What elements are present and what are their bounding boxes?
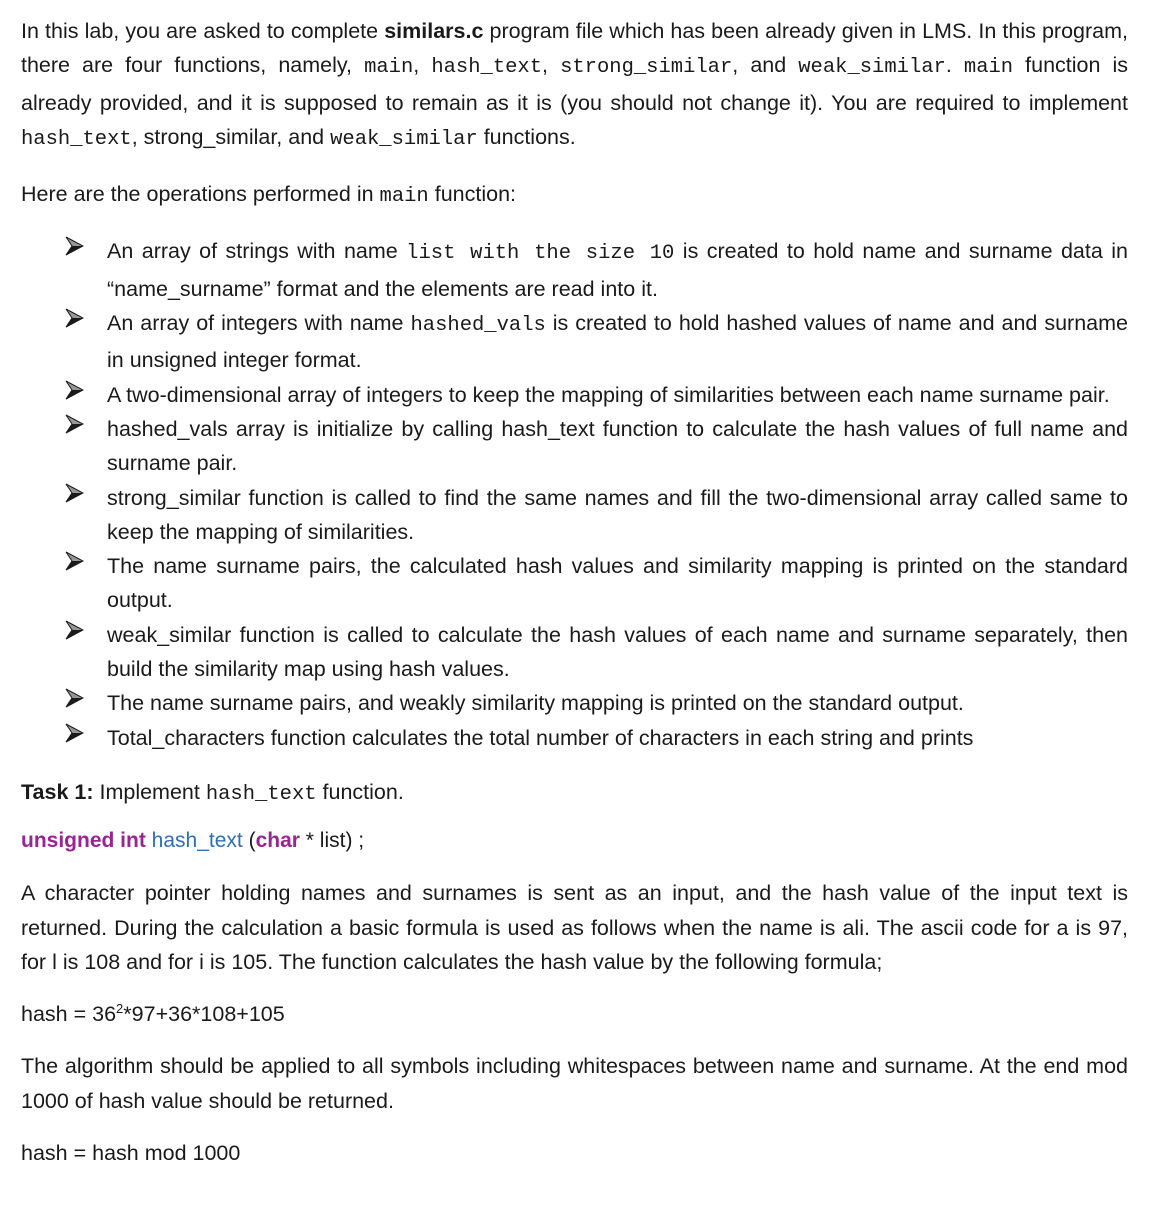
list-item: [21, 686, 1128, 720]
list-item: [21, 306, 1128, 378]
list-item: [21, 412, 1128, 481]
code-main: main: [364, 56, 414, 80]
lead-text: function:: [428, 182, 516, 207]
arrow-bullet-icon: [64, 723, 84, 743]
code-list-size: list with the size 10: [406, 242, 675, 266]
formula-exponent: 2: [116, 1000, 124, 1016]
code-weak-similar: weak_similar: [798, 56, 946, 80]
arrow-bullet-icon: [64, 308, 84, 328]
intro-text: .: [945, 53, 964, 78]
whitespace-note: The algorithm should be applied to all symbols including whitespaces between name and surname. At the end mod 1000 of hash value should be returned.: [21, 1054, 1128, 1113]
list-item-text: is created to hold hashed values of name and and surname in unsigned integer format.: [107, 311, 1128, 373]
list-item-text: is created to hold name and surname data in “name_surname” format and the elements are read into it.: [107, 239, 1128, 301]
arrow-bullet-icon: [64, 414, 84, 434]
code-main: main: [379, 185, 429, 209]
list-item-text: strong_similar function is called to find the same names and fill the two-dimensional array called same to keep the mapping of similarities.: [107, 485, 1128, 544]
list-item: [21, 549, 1128, 618]
document-body: [21, 14, 1128, 1170]
formula-lhs: hash =: [21, 1002, 93, 1027]
code-hash-text: hash_text: [21, 127, 132, 151]
intro-text: functions.: [477, 124, 576, 149]
list-item: [21, 378, 1128, 412]
operations-lead: [21, 177, 1128, 214]
list-item: [21, 234, 1128, 306]
code-hash-text: hash_text: [205, 782, 317, 806]
list-item-text: An array of integers with name: [107, 311, 411, 336]
formula-rest: *97+36*108+105: [123, 1002, 285, 1027]
arrow-bullet-icon: [64, 688, 84, 708]
formula-base: 36: [92, 1002, 117, 1027]
signature-function-name: hash_text: [151, 829, 243, 853]
list-item: [21, 721, 1128, 755]
signature-return-type: unsigned int: [21, 829, 146, 853]
arrow-bullet-icon: [64, 380, 84, 400]
list-item-text: hashed_vals array is initialize by calling hash_text function to calculate the hash values of full name and surname pair.: [107, 416, 1128, 476]
code-hashed-vals: hashed_vals: [410, 314, 546, 338]
arrow-bullet-icon: [64, 620, 84, 640]
intro-text: , strong_similar, and: [131, 124, 331, 149]
list-item-text: Total_characters function calculates the total number of characters in each string and prints: [107, 725, 974, 750]
intro-text: function is already provided, and it is supposed to remain as it is (you should not change it). You are required to implement: [21, 53, 1129, 115]
intro-paragraph: [21, 14, 1128, 157]
function-signature: [21, 824, 1128, 858]
hash-formula: [21, 997, 1128, 1031]
arrow-bullet-icon: [64, 236, 84, 256]
task-label: Task 1:: [21, 779, 94, 804]
code-strong-similar: strong_similar: [560, 56, 733, 80]
arrow-bullet-icon: [64, 483, 84, 503]
list-item-text: weak_similar function is called to calculate the hash values of each name and surname separately, then build the similarity map using hash values.: [107, 622, 1128, 682]
list-item-text: The name surname pairs, the calculated hash values and similarity mapping is printed on the standard output.: [107, 554, 1128, 613]
intro-text: In this lab, you are asked to complete: [21, 19, 385, 43]
intro-text: , and: [732, 53, 799, 78]
signature-param-type: char: [255, 829, 300, 853]
mod-line: hash = hash mod 1000: [21, 1141, 241, 1166]
code-weak-similar: weak_similar: [330, 127, 478, 151]
code-hash-text: hash_text: [431, 56, 543, 80]
description-paragraph: A character pointer holding names and surnames is sent as an input, and the hash value of the input text is returned. During the calculation a basic formula is used as follows when the name is ali. The ascii code for a is 97, for l is 108 and for i is 105. The function calculates the hash value by the following formula;: [21, 881, 1128, 974]
list-item: [21, 481, 1128, 550]
list-item-text: An array of strings with name: [107, 239, 407, 264]
task-heading: [21, 775, 1128, 812]
list-item: [21, 618, 1128, 687]
intro-file-name: similars.c: [384, 19, 484, 43]
intro-text: ,: [542, 53, 561, 78]
list-item-text: The name surname pairs, and weakly similarity mapping is printed on the standard output.: [107, 691, 964, 716]
signature-paren: (: [242, 829, 256, 853]
task-text: Implement: [93, 779, 206, 804]
intro-text: program file which has been already given in LMS. In this program, there are four functions, namely,: [21, 19, 1129, 78]
task-text: function.: [316, 779, 404, 804]
code-main: main: [963, 56, 1014, 80]
arrow-bullet-icon: [64, 551, 84, 571]
lead-text: Here are the operations performed in: [21, 182, 380, 207]
list-item-text: A two-dimensional array of integers to keep the mapping of similarities between each name surname pair.: [107, 382, 1110, 407]
operations-list: [21, 234, 1128, 754]
intro-text: ,: [413, 53, 432, 78]
signature-rest: * list) ;: [299, 829, 365, 853]
